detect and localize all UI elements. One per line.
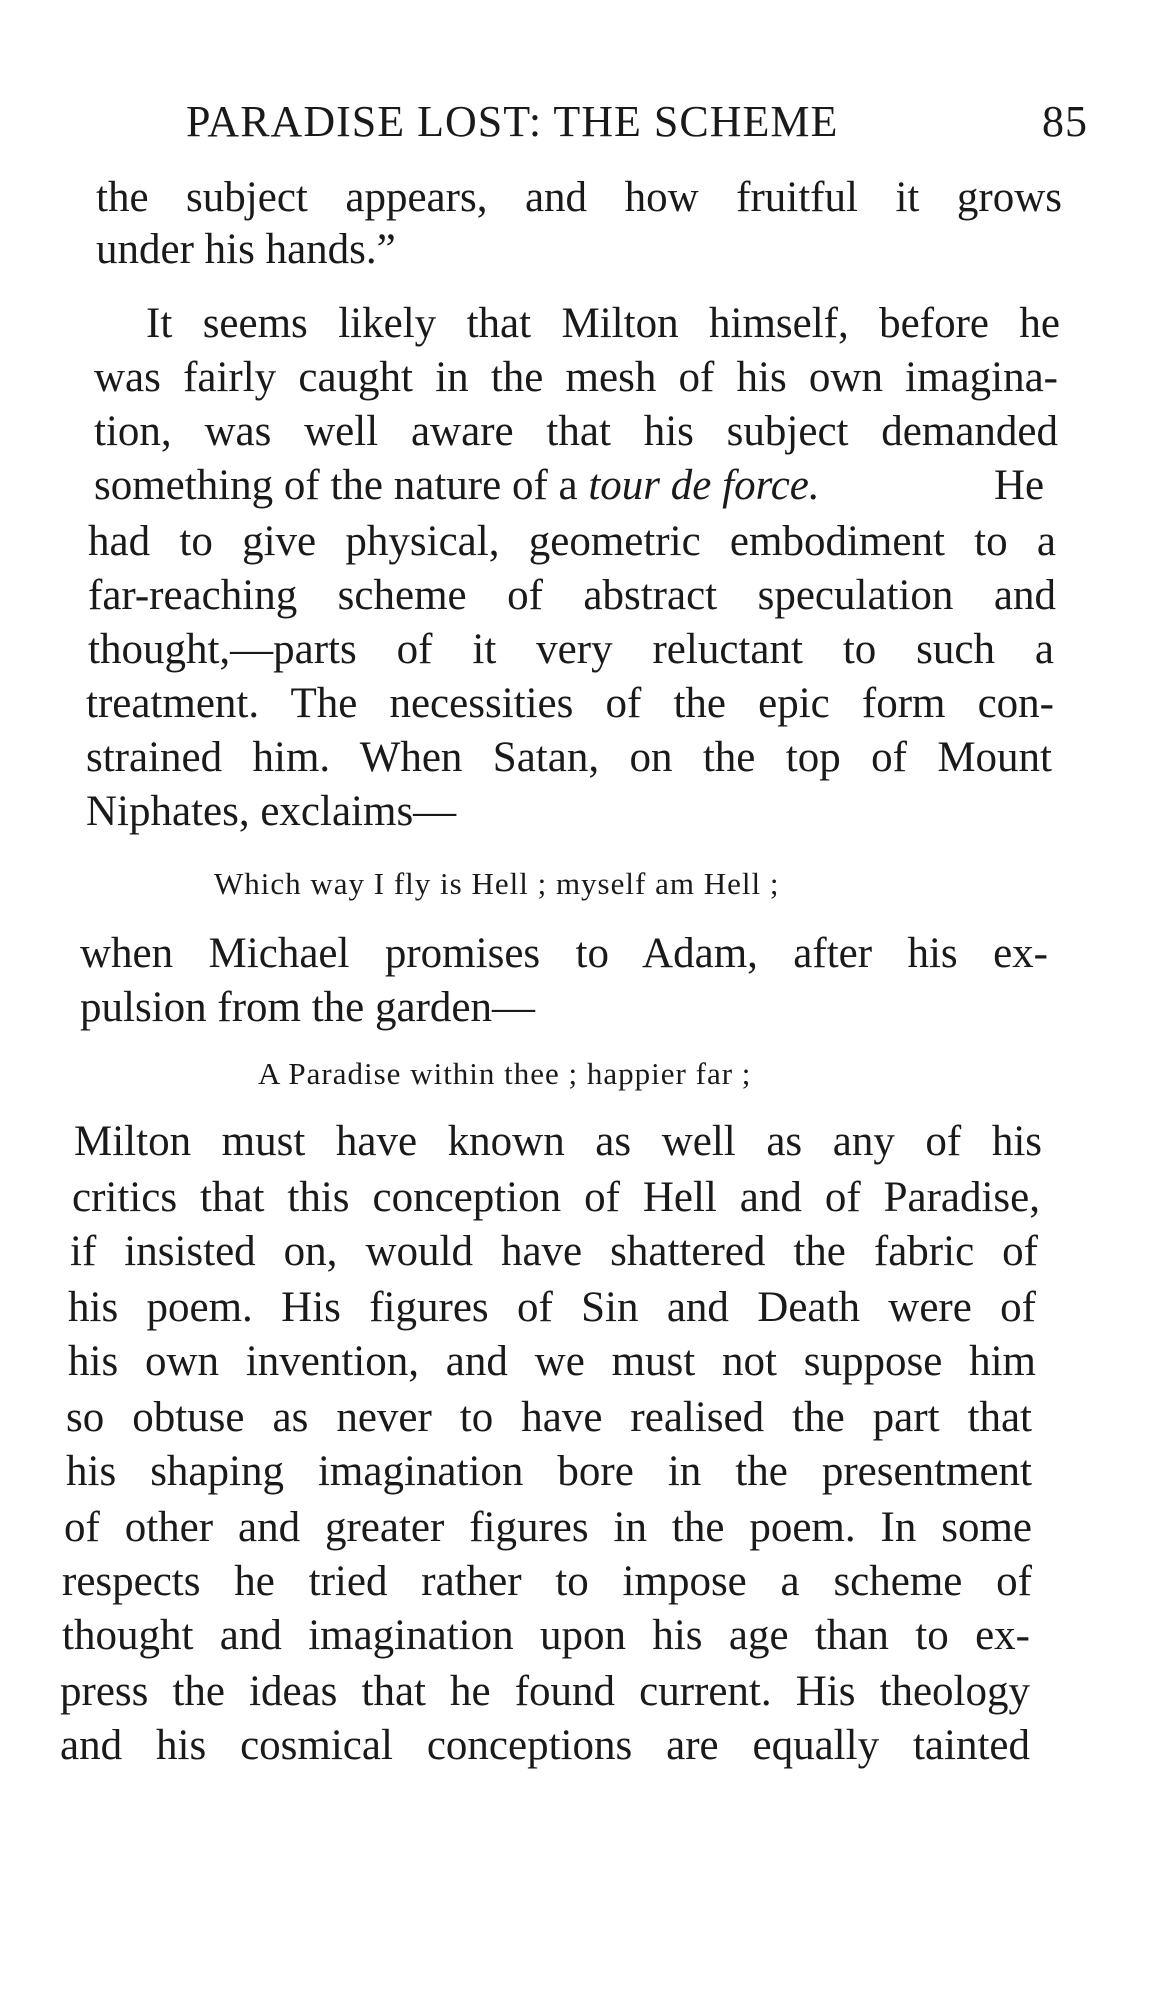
text-line: Milton must have known as well as any of his — [74, 1118, 1042, 1165]
text-line: his poem. His figures of Sin and Death were of — [68, 1284, 1036, 1331]
text-line: so obtuse as never to have realised the part that — [66, 1394, 1032, 1441]
italic-phrase: tour de force. — [588, 462, 820, 509]
verse-quotation: A Paradise within thee ; happier far ; — [258, 1056, 752, 1091]
verse-quotation: Which way I fly is Hell ; myself am Hell ; — [214, 866, 780, 901]
text-line: far-reaching scheme of abstract speculation and — [88, 572, 1056, 619]
text-line: critics that this conception of Hell and of Paradise, — [72, 1174, 1040, 1221]
text-line: had to give physical, geometric embodiment to a — [88, 518, 1056, 565]
text-line: thought and imagination upon his age than to ex- — [62, 1612, 1030, 1659]
text-line: and his cosmical conceptions are equally tainted — [60, 1722, 1030, 1769]
text-line: strained him. When Satan, on the top of Mount — [86, 734, 1052, 781]
text-segment: He — [994, 462, 1045, 509]
text-line: respects he tried rather to impose a scheme of — [62, 1558, 1032, 1605]
running-head — [186, 92, 1088, 152]
text-line: Niphates, exclaims— — [86, 788, 457, 835]
text-line: thought,—parts of it very reluctant to such a — [88, 626, 1054, 673]
text-line: if insisted on, would have shattered the fabric of — [70, 1228, 1038, 1275]
text-line: the subject appears, and how fruitful it grows — [96, 174, 1062, 221]
paragraph-first-line: It seems likely that Milton himself, before he — [146, 300, 1060, 347]
page-number: 85 — [1042, 97, 1088, 146]
text-line: was fairly caught in the mesh of his own imagina- — [94, 354, 1058, 401]
text-line: press the ideas that he found current. His theology — [60, 1668, 1030, 1715]
text-segment: something of the nature of a — [94, 462, 578, 509]
text-line: when Michael promises to Adam, after his ex- — [80, 930, 1048, 977]
text-line — [94, 458, 820, 514]
text-line: his own invention, and we must not suppose him — [68, 1338, 1036, 1385]
text-line: tion, was well aware that his subject demanded — [94, 408, 1058, 455]
text-line: under his hands.” — [96, 226, 396, 273]
text-line: treatment. The necessities of the epic form con- — [86, 680, 1054, 727]
text-line: his shaping imagination bore in the presentment — [66, 1448, 1032, 1495]
running-head-title: PARADISE LOST: THE SCHEME — [186, 97, 839, 146]
text-line: pulsion from the garden— — [80, 984, 535, 1031]
text-line: of other and greater figures in the poem. In some — [64, 1504, 1032, 1551]
